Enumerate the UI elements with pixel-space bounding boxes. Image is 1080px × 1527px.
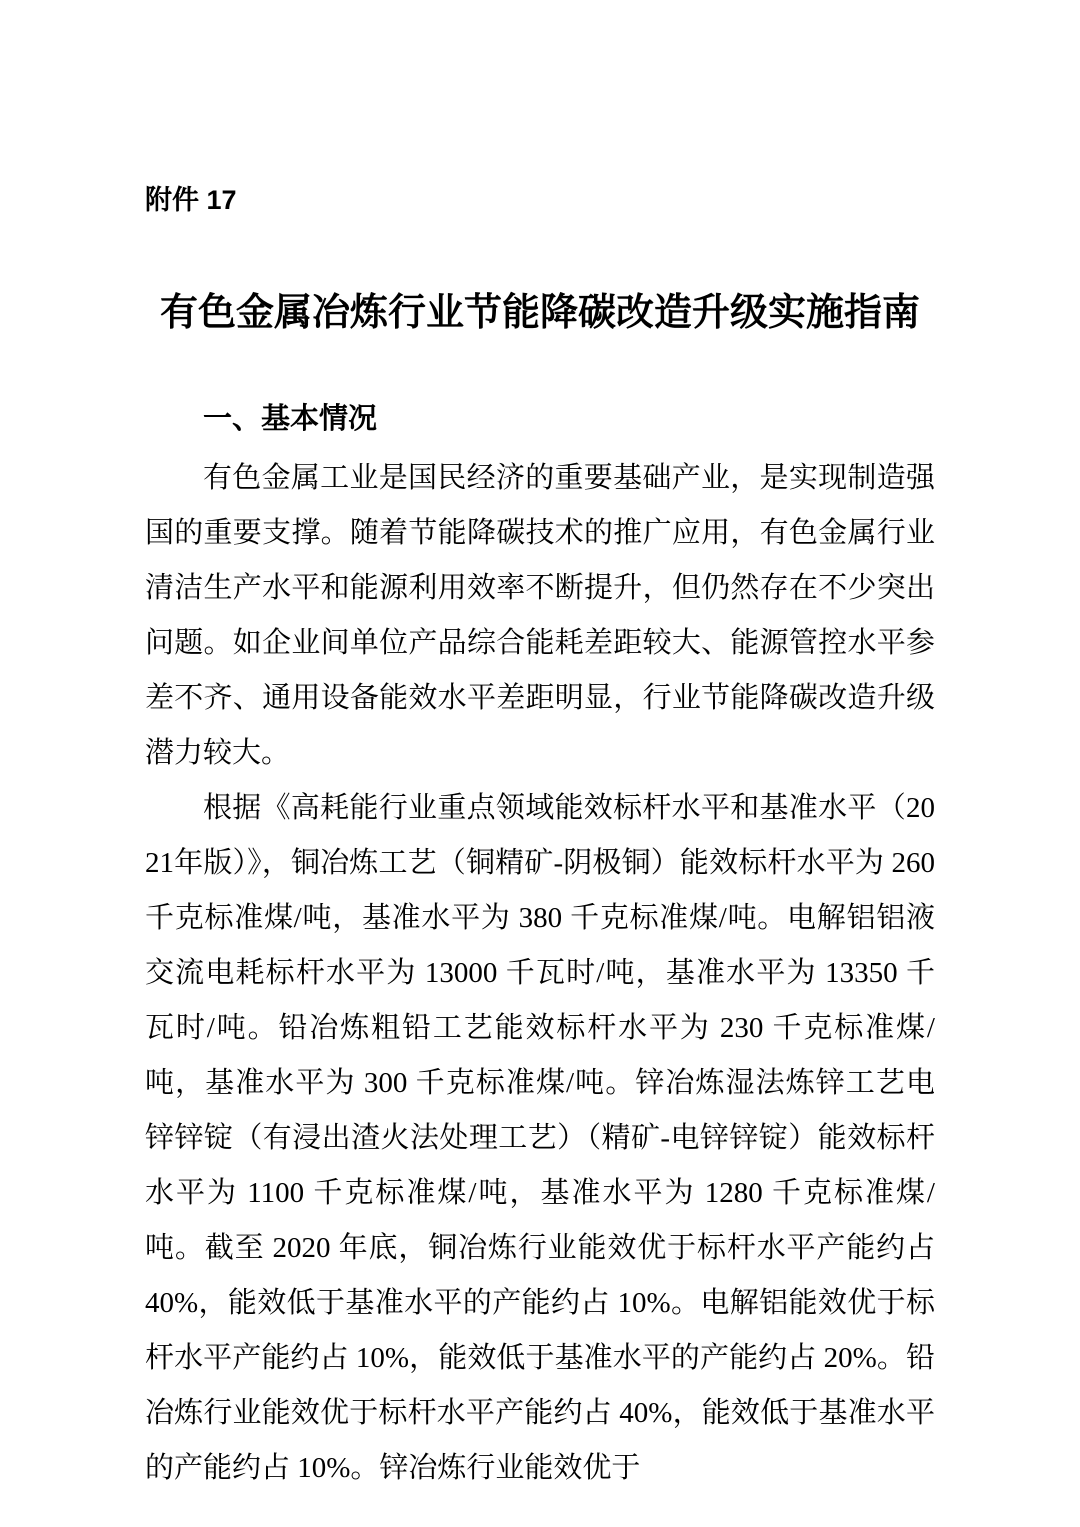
- paragraph-industry-overview: 有色金属工业是国民经济的重要基础产业，是实现制造强国的重要支撑。随着节能降碳技术的推广应用，有色金属行业清洁生产水平和能源利用效率不断提升，但仍然存在不少突出问题。如企业间单位产品综合能耗差距较大、能源管控水平参差不齐、通用设备能效水平差距明显，行业节能降碳改造升级潜力较大。: [145, 462, 935, 769]
- section-heading-basic-situation: 一、基本情况: [203, 403, 378, 435]
- document-title: 有色金属冶炼行业节能降碳改造升级实施指南: [159, 292, 920, 334]
- attachment-label: 附件 17: [145, 185, 237, 215]
- paragraph-benchmark-levels: 根据《高耗能行业重点领域能效标杆水平和基准水平（2021年版）》，铜冶炼工艺（铜精矿-阴极铜）能效标杆水平为 260 千克标准煤/吨，基准水平为 380 千克标准煤/吨。电解铝铝液交流电耗标杆水平为 13000 千瓦时/吨，基准水平为 13350 千瓦时/吨。铅冶炼粗铅工艺能效标杆水平为 230 千克标准煤/吨，基准水平为 300 千克标准煤/吨。锌冶炼湿法炼锌工艺电锌锌锭（有浸出渣火法处理工艺）（精矿-电锌锌锭）能效标杆水平为 1100 千克标准煤/吨，基准水平为 1280 千克标准煤/吨。截至 2020 年底，铜冶炼行业能效优于标杆水平产能约占 40%，能效低于基准水平的产能约占 10%。电解铝能效优于标杆水平产能约占 10%，能效低于基准水平的产能约占 20%。铅冶炼行业能效优于标杆水平产能约占 40%，能效低于基准水平的产能约占 10%。锌冶炼行业能效优于: [145, 792, 935, 1484]
